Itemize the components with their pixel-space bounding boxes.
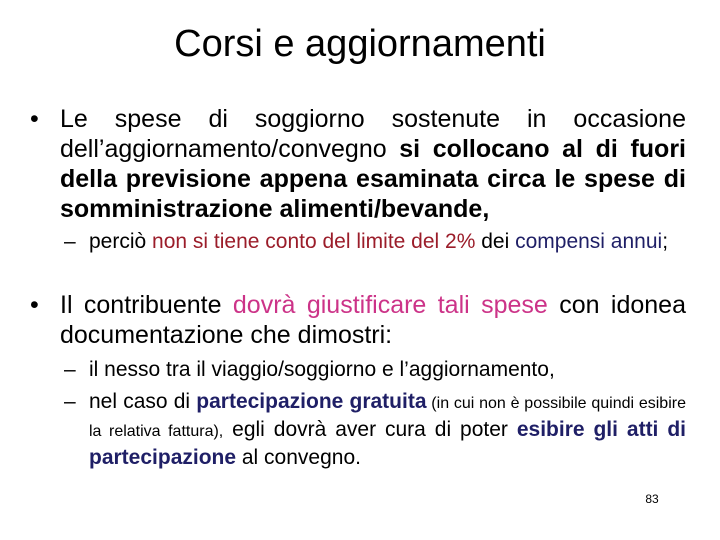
sub1-end: ;	[662, 230, 669, 253]
dash-marker: –	[64, 230, 76, 253]
point1-lead: Le spese di soggiorno sostenute in occasione dell’aggiornamento/convegno	[60, 105, 686, 163]
bullet-point-2	[60, 290, 686, 350]
sub1-mid: dei	[475, 230, 516, 253]
sub1-tail: compensi annui	[515, 230, 663, 253]
bullet-point-1	[60, 104, 686, 224]
point1-emphasis: si collocano al di fuori della previsione appena esaminata circa le spese di somministrazione alimenti/bevande,	[60, 135, 686, 223]
sub2-mid: egli dovrà aver cura di poter	[223, 418, 517, 441]
point2-tail: con idonea documentazione che dimostri:	[60, 291, 686, 349]
point2-lead: Il contribuente	[60, 291, 233, 319]
sub-point-1-1	[89, 229, 686, 255]
sub-point-2-1: il nesso tra il viaggio/soggiorno e l’aggiornamento,	[89, 358, 555, 381]
sub2-emphasis-2: esibire gli atti di partecipazione	[89, 418, 686, 469]
sub1-lead: perciò	[89, 230, 153, 253]
sub2-lead: nel caso di	[89, 390, 197, 413]
slide-title: Corsi e aggiornamenti	[174, 23, 546, 65]
sub2-note: (in cui non è possibile quindi esibire la relativa fattura),	[89, 395, 686, 440]
sub1-emphasis: non si tiene conto del limite del 2%	[152, 230, 476, 253]
point2-emphasis: dovrà giustificare tali spese	[232, 291, 548, 319]
sub-point-2-2	[89, 389, 686, 471]
page-number: 83	[645, 492, 659, 506]
sub2-emphasis-1: partecipazione gratuita	[196, 390, 427, 413]
bullet-marker: •	[30, 105, 39, 133]
dash-marker: –	[64, 358, 76, 381]
bullet-marker: •	[30, 291, 39, 319]
sub2-end: al convegno.	[236, 446, 361, 469]
dash-marker: –	[64, 390, 76, 413]
